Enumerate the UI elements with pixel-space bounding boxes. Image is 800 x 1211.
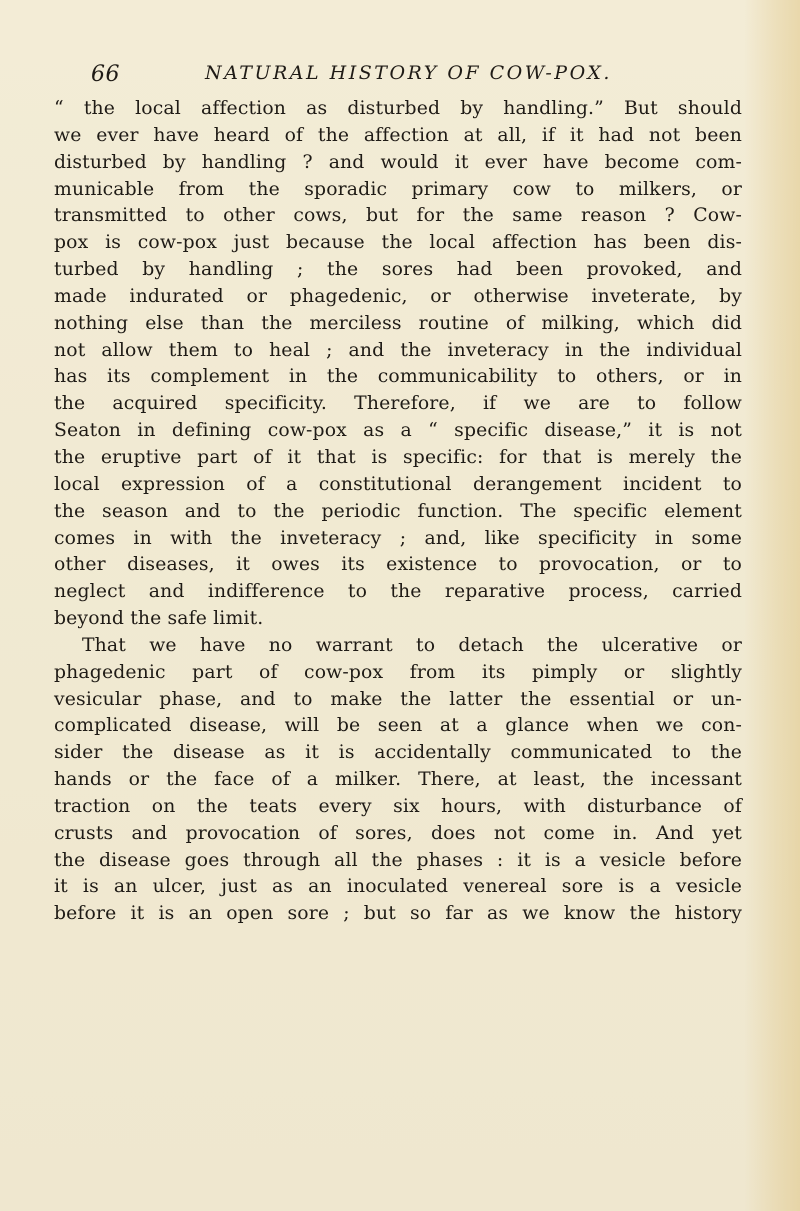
text-line: comes in with the inveteracy ; and, like specificity in some <box>54 527 742 549</box>
text-line: before it is an open sore ; but so far as we know the history <box>54 903 742 925</box>
text-line: other diseases, it owes its existence to provocation, or to <box>54 554 742 576</box>
text-line: made indurated or phagedenic, or otherwise inveterate, by <box>54 285 742 307</box>
text-line: vesicular phase, and to make the latter the essential or un- <box>54 688 742 710</box>
text-line: the season and to the periodic function. The specific element <box>54 500 742 522</box>
text-line: neglect and indifference to the reparative process, carried <box>54 581 742 603</box>
text-line: we ever have heard of the affection at all, if it had not been <box>54 124 742 146</box>
text-line: complicated disease, will be seen at a glance when we con- <box>54 715 742 737</box>
text-line: pox is cow-pox just because the local affection has been dis- <box>54 232 742 254</box>
text-line: municable from the sporadic primary cow to milkers, or <box>54 178 742 200</box>
text-line: phagedenic part of cow-pox from its pimply or slightly <box>54 661 742 683</box>
text-line: the eruptive part of it that is specific: for that is merely the <box>54 446 742 468</box>
paragraph-start-line: That we have no warrant to detach the ulcerative or <box>82 634 742 656</box>
text-line: nothing else than the merciless routine of milking, which did <box>54 312 742 334</box>
text-line: crusts and provocation of sores, does not come in. And yet <box>54 822 742 844</box>
running-head: NATURAL HISTORY OF COW-POX. <box>205 62 612 84</box>
text-line: transmitted to other cows, but for the same reason ? Cow- <box>54 205 742 227</box>
page-number: 66 <box>91 62 120 87</box>
text-line: has its complement in the communicability to others, or in <box>54 366 742 388</box>
text-line: “ the local affection as disturbed by handling.” But should <box>54 98 742 119</box>
page-header <box>91 62 741 94</box>
text-line: local expression of a constitutional derangement incident to <box>54 473 742 495</box>
body-text <box>54 96 742 928</box>
text-line: the disease goes through all the phases : it is a vesicle before <box>54 849 742 871</box>
text-line: disturbed by handling ? and would it ever have become com- <box>54 151 742 173</box>
text-line: it is an ulcer, just as an inoculated venereal sore is a vesicle <box>54 876 742 898</box>
text-line: Seaton in defining cow-pox as a “ specific disease,” it is not <box>54 420 742 442</box>
text-line: not allow them to heal ; and the inveteracy in the individual <box>54 339 742 361</box>
text-line: beyond the safe limit. <box>54 608 264 630</box>
text-line: the acquired specificity. Therefore, if we are to follow <box>54 393 742 415</box>
text-line: sider the disease as it is accidentally communicated to the <box>54 742 742 764</box>
text-line: hands or the face of a milker. There, at least, the incessant <box>54 769 742 791</box>
text-line: turbed by handling ; the sores had been provoked, and <box>54 259 742 281</box>
text-line: traction on the teats every six hours, with disturbance of <box>54 795 742 817</box>
